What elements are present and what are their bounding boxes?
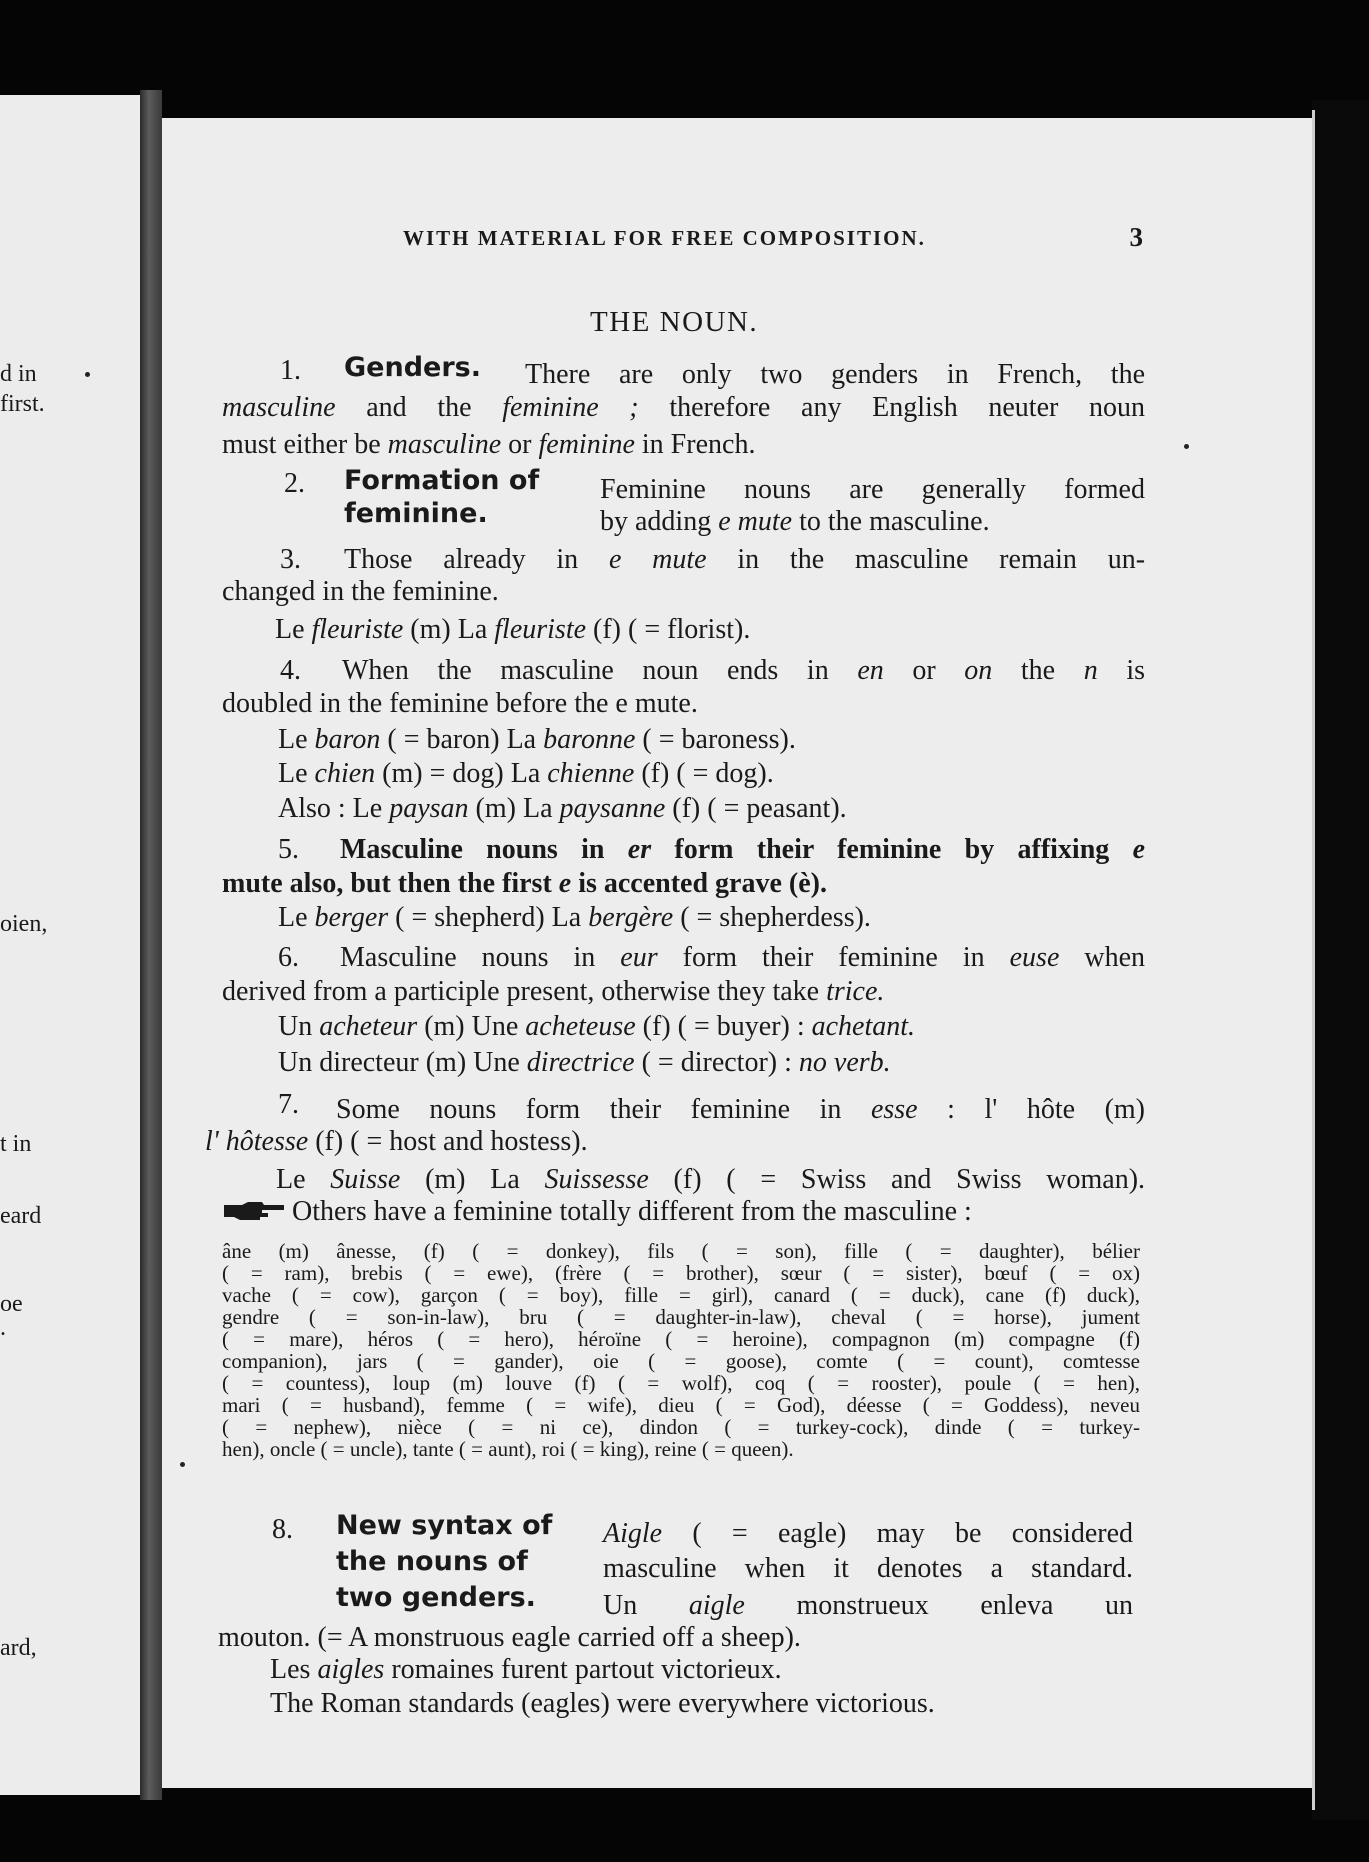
text-line: derived from a participle present, otherwise they take trice. [222,976,885,1007]
word-list-line: âne (m) ânesse, (f) ( = donkey), fils ( = son), fille ( = daughter), bélier [222,1239,1140,1263]
text-line: There are only two genders in French, the [525,359,1145,390]
text-line: doubled in the feminine before the e mute. [222,688,698,719]
pointing-hand-icon [222,1199,286,1223]
section-number: 7. [278,1089,299,1120]
margin-text: ard, [0,1635,37,1661]
page-title: THE NOUN. [590,306,759,338]
word-list-line: companion), jars ( = gander), oie ( = goose), comte ( = count), comtesse [222,1349,1140,1373]
text-line: Feminine nouns are generally formed [600,474,1145,505]
text-line: Masculine nouns in er form their feminine by affixing e [340,834,1146,865]
section-heading-genders: Genders. [344,352,481,383]
section-number: 4. [280,655,301,686]
margin-text: eard [0,1203,42,1229]
text-line: mouton. (= A monstruous eagle carried off a sheep). [218,1622,801,1653]
margin-text: . [0,1315,6,1341]
word-list-line: ( = ram), brebis ( = ewe), (frère ( = brother), sœur ( = sister), bœuf ( = ox) [222,1261,1140,1285]
text-line: mute also, but then the first e is accented grave (è). [222,868,827,899]
example-line: Le chien (m) = dog) La chienne (f) ( = dog). [278,758,774,789]
text-line: by adding e mute to the masculine. [600,506,990,537]
text-line: Un aigle monstrueux enleva un [603,1590,1133,1621]
text-line: l' hôtesse (f) ( = host and hostess). [205,1126,588,1157]
section-heading-syntax: New syntax of [336,1510,553,1541]
word-list-line: vache ( = cow), garçon ( = boy), fille = girl), canard ( = duck), cane (f) duck), [222,1283,1140,1307]
example-line: Les aigles romaines furent partout victorieux. [270,1654,782,1685]
text-line: changed in the feminine. [222,576,499,607]
word-list-line: ( = mare), héros ( = hero), héroïne ( = heroine), compagnon (m) compagne (f) [222,1327,1140,1351]
text-line: Masculine nouns in eur form their feminine in euse when [340,942,1146,973]
section-number: 8. [272,1514,293,1545]
margin-text: t in [0,1131,32,1157]
speck [180,1462,185,1467]
section-number: 6. [278,942,299,973]
word-list-line: mari ( = husband), femme ( = wife), dieu ( = God), déesse ( = Goddess), neveu [222,1393,1140,1417]
word-list-line: ( = nephew), nièce ( = ni ce), dindon ( = turkey-cock), dinde ( = turkey- [222,1415,1140,1439]
example-line: Le Suisse (m) La Suissesse (f) ( = Swiss and Swiss woman). [276,1164,1146,1195]
margin-text: first. [0,391,45,417]
book-spine [140,90,162,1800]
text-line: When the masculine noun ends in en or on the n is [342,655,1146,686]
margin-text: oien, [0,911,48,937]
section-heading-syntax: the nouns of [336,1546,528,1577]
margin-text: d in [0,361,37,387]
example-line: Un acheteur (m) Une acheteuse (f) ( = buyer) : achetant. [278,1011,916,1042]
section-heading-formation: feminine. [344,498,488,529]
text-line: Some nouns form their feminine in esse : l' hôte (m) [336,1094,1146,1125]
word-list-line: gendre ( = son-in-law), bru ( = daughter-in-law), cheval ( = horse), jument [222,1305,1140,1329]
section-heading-formation: Formation of [344,465,540,496]
text-line: Aigle ( = eagle) may be considered [603,1518,1134,1549]
example-line: Un directeur (m) Une directrice ( = director) : no verb. [278,1047,891,1078]
section-number: 3. [280,544,301,575]
speck [1184,444,1189,449]
text-line: masculine and the feminine ; therefore any English neuter noun [222,392,1146,423]
note-line: Others have a feminine totally different from the masculine : [222,1198,972,1226]
page-edge [1312,100,1369,1820]
text-line: must either be masculine or feminine in French. [222,429,756,460]
section-number: 5. [278,834,299,865]
margin-text: oe [0,1291,23,1317]
word-list-line: hen), oncle ( = uncle), tante ( = aunt), roi ( = king), reine ( = queen). [222,1437,794,1461]
text-line: Those already in e mute in the masculine remain un- [344,544,1146,575]
example-line: Also : Le paysan (m) La paysanne (f) ( = peasant). [278,793,847,824]
word-list-line: ( = countess), loup (m) louve (f) ( = wolf), coq ( = rooster), poule ( = hen), [222,1371,1140,1395]
text-line: masculine when it denotes a standard. [603,1553,1133,1584]
running-title: WITH MATERIAL FOR FREE COMPOSITION. [403,226,926,250]
speck [85,372,90,377]
running-header [403,222,1143,252]
section-heading-syntax: two genders. [336,1582,536,1613]
example-line: Le berger ( = shepherd) La bergère ( = shepherdess). [278,902,871,933]
example-line: Le fleuriste (m) La fleuriste (f) ( = florist). [275,614,751,645]
left-page-fragment [0,95,140,1795]
example-line: The Roman standards (eagles) were everywhere victorious. [270,1688,935,1719]
section-number: 2. [284,468,305,499]
example-line: Le baron ( = baron) La baronne ( = baroness). [278,724,796,755]
page-number: 3 [1129,222,1143,252]
section-number: 1. [280,355,301,386]
